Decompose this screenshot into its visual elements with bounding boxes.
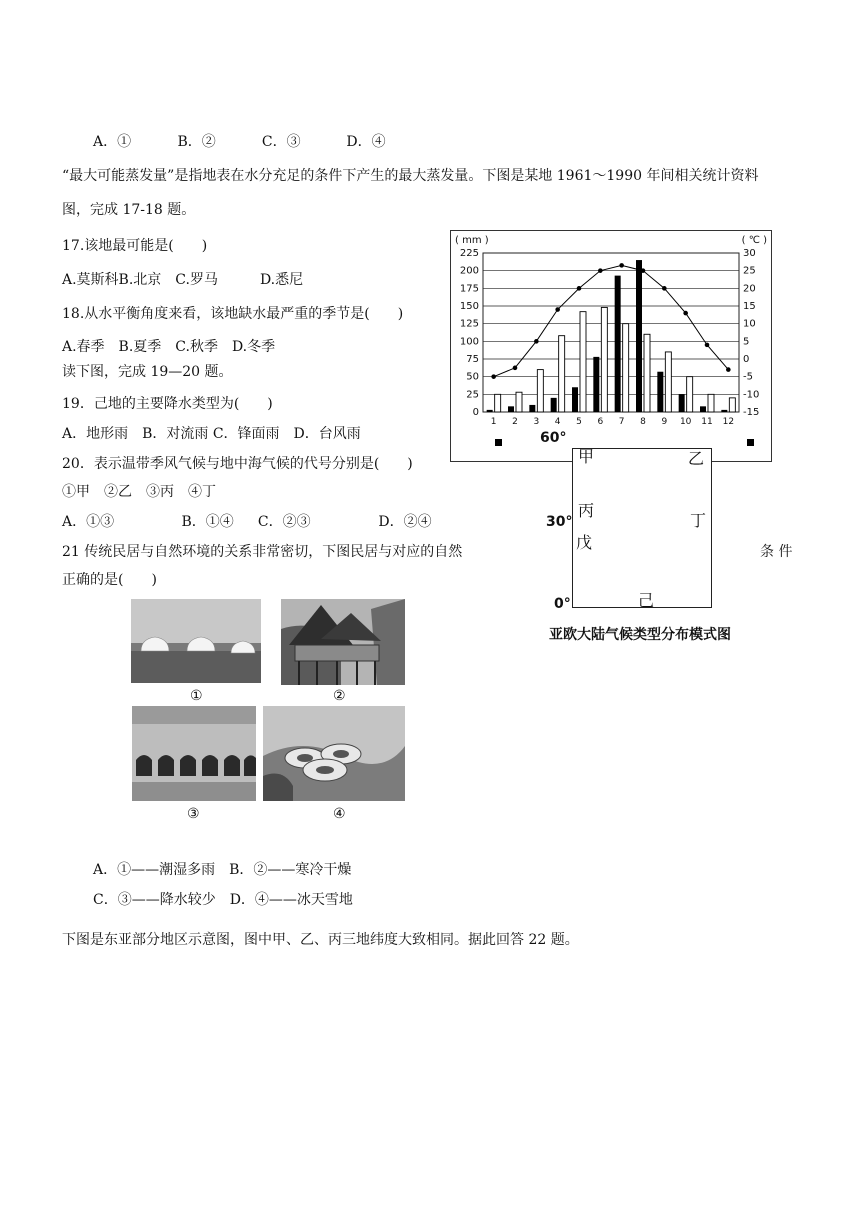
q17-stem: 17.该地最可能是( ) xyxy=(62,238,208,254)
x-tick-label: 8 xyxy=(640,417,646,427)
bar-open xyxy=(665,352,671,412)
plot-frame xyxy=(483,253,739,412)
climate-chart-svg xyxy=(451,231,771,461)
x-tick-label: 9 xyxy=(661,417,668,427)
bar-open xyxy=(687,377,693,412)
bar-filled xyxy=(721,410,727,412)
bar-open xyxy=(537,370,543,412)
photo-label-4: ④ xyxy=(333,806,346,822)
bar-filled xyxy=(636,260,642,412)
bar-open xyxy=(601,307,607,412)
photo-tulou xyxy=(263,706,405,801)
left-unit-label: ( mm ) xyxy=(455,235,489,246)
q20-option-a: A．①③ xyxy=(62,514,115,530)
q16-option-d: D．④ xyxy=(346,134,386,150)
bar-open xyxy=(580,312,586,412)
right-tick-label: -5 xyxy=(743,371,753,383)
left-tick-label: 75 xyxy=(466,354,479,365)
left-tick-label: 50 xyxy=(466,371,479,383)
eurasia-caption: 亚欧大陆气候类型分布模式图 xyxy=(549,627,731,643)
bar-filled xyxy=(657,372,663,412)
q16-option-a: A．① xyxy=(93,134,132,150)
latitude-60: 60° xyxy=(540,430,567,446)
intro-17-18-line2: 图，完成 17-18 题。 xyxy=(62,202,196,218)
bar-filled xyxy=(679,394,685,412)
x-tick-label: 11 xyxy=(701,417,713,427)
x-tick-label: 1 xyxy=(490,417,497,427)
x-tick-label: 12 xyxy=(722,417,735,427)
q21-stem-a: 21 传统民居与自然环境的关系非常密切，下图民居与对应的自然 xyxy=(62,544,463,560)
intro-17-18-line1: “最大可能蒸发量”是指地表在水分充足的条件下产生的最大蒸发量。下图是某地 1961～1990 年间相关统计资料 xyxy=(62,168,759,184)
latitude-30: 30° xyxy=(546,514,573,530)
x-tick-label: 2 xyxy=(512,417,518,427)
x-tick-label: 4 xyxy=(554,417,561,427)
label-ding: 丁 xyxy=(690,511,707,530)
left-tick-label: 100 xyxy=(459,336,479,348)
q21-options-row2: C．③——降水较少 D．④——冰天雪地 xyxy=(93,892,353,908)
q20-options xyxy=(62,512,432,532)
bar-open xyxy=(495,394,501,412)
temperature-point xyxy=(662,286,667,291)
intro-19-20: 读下图，完成 19—20 题。 xyxy=(62,364,233,380)
temperature-point xyxy=(619,263,624,268)
right-tick-label: 20 xyxy=(743,283,756,295)
q17-options: A.莫斯科B.北京 C.罗马 D.悉尼 xyxy=(62,272,304,288)
bar-filled xyxy=(487,410,493,412)
q16-option-c: C．③ xyxy=(261,134,301,150)
temperature-point xyxy=(534,339,539,344)
label-yi: 乙 xyxy=(688,449,705,468)
label-jia: 甲 xyxy=(578,447,595,466)
left-tick-label: 0 xyxy=(472,407,479,418)
left-tick-label: 225 xyxy=(459,248,479,259)
legend-mark xyxy=(495,439,502,446)
label-ji: 己 xyxy=(638,591,655,610)
photo-label-2: ② xyxy=(333,688,346,704)
q16-options xyxy=(93,132,386,152)
x-tick-label: 7 xyxy=(618,417,625,427)
right-tick-label: 10 xyxy=(743,318,756,330)
intro-22: 下图是东亚部分地区示意图，图中甲、乙、丙三地纬度大致相同。据此回答 22 题。 xyxy=(62,932,579,948)
temperature-point xyxy=(641,268,646,273)
bar-filled xyxy=(529,405,535,412)
q19-stem: 19．己地的主要降水类型为( ) xyxy=(62,396,273,412)
x-tick-label: 10 xyxy=(679,417,692,427)
temperature-point xyxy=(598,268,603,273)
bar-open xyxy=(516,392,522,412)
bar-filled xyxy=(700,406,706,412)
bar-filled xyxy=(508,406,514,412)
right-tick-label: 15 xyxy=(743,301,756,312)
bar-filled xyxy=(593,357,599,412)
temperature-point xyxy=(491,374,496,379)
bar-open xyxy=(708,394,714,412)
q20-option-b: B．①④ xyxy=(181,514,234,530)
q21-stem-c: 正确的是( ) xyxy=(62,572,157,588)
bar-open xyxy=(559,336,565,412)
right-tick-label: -15 xyxy=(743,407,760,418)
bar-filled xyxy=(615,276,621,412)
bar-filled xyxy=(572,387,578,412)
photo-label-3: ③ xyxy=(187,806,200,822)
right-tick-label: 5 xyxy=(743,336,750,348)
left-tick-label: 150 xyxy=(459,301,479,312)
q20-option-c: C．②③ xyxy=(257,514,311,530)
photo-stilt-house xyxy=(281,599,405,685)
temperature-point xyxy=(555,307,560,312)
eurasia-climate-model xyxy=(520,430,780,650)
bar-open xyxy=(623,324,629,412)
bar-open xyxy=(729,398,735,412)
climate-chart xyxy=(450,230,772,462)
left-tick-label: 25 xyxy=(466,389,479,401)
photo-label-1: ① xyxy=(190,688,203,704)
right-tick-label: 0 xyxy=(743,354,750,365)
q20-option-d: D．②④ xyxy=(378,514,432,530)
photo-yurts xyxy=(131,599,261,683)
q18-stem: 18.从水平衡角度来看，该地缺水最严重的季节是( ) xyxy=(62,306,404,322)
bar-filled xyxy=(551,398,557,412)
left-tick-label: 125 xyxy=(459,318,479,330)
right-tick-label: 30 xyxy=(743,248,756,259)
photo-cave-dwelling xyxy=(132,706,256,801)
right-unit-label: ( ℃ ) xyxy=(741,235,767,246)
temperature-point xyxy=(705,343,710,348)
label-bing: 丙 xyxy=(578,501,595,520)
temperature-point xyxy=(513,366,518,371)
x-tick-label: 5 xyxy=(576,417,582,427)
label-wu: 戊 xyxy=(576,533,593,552)
temperature-point xyxy=(683,311,688,316)
temperature-point xyxy=(726,367,731,372)
temperature-point xyxy=(577,286,582,291)
q20-codes: ①甲 ②乙 ③丙 ④丁 xyxy=(62,484,216,500)
q21-stem-b: 条 件 xyxy=(760,544,793,560)
right-tick-label: -10 xyxy=(743,389,760,401)
x-tick-label: 6 xyxy=(597,417,604,427)
q18-options: A.春季 B.夏季 C.秋季 D.冬季 xyxy=(62,339,276,355)
bar-open xyxy=(644,334,650,412)
temperature-line xyxy=(494,265,729,376)
x-tick-label: 3 xyxy=(533,417,540,427)
q19-options: A．地形雨 B．对流雨 C．锋面雨 D．台风雨 xyxy=(62,426,361,442)
left-tick-label: 200 xyxy=(459,265,479,277)
latitude-0: 0° xyxy=(554,596,571,612)
left-tick-label: 175 xyxy=(459,283,479,295)
q20-stem: 20．表示温带季风气候与地中海气候的代号分别是( ) xyxy=(62,456,413,472)
q16-option-b: B．② xyxy=(177,134,216,150)
right-tick-label: 25 xyxy=(743,265,756,277)
q21-options-row1: A．①——潮湿多雨 B．②——寒冷干燥 xyxy=(93,862,352,878)
